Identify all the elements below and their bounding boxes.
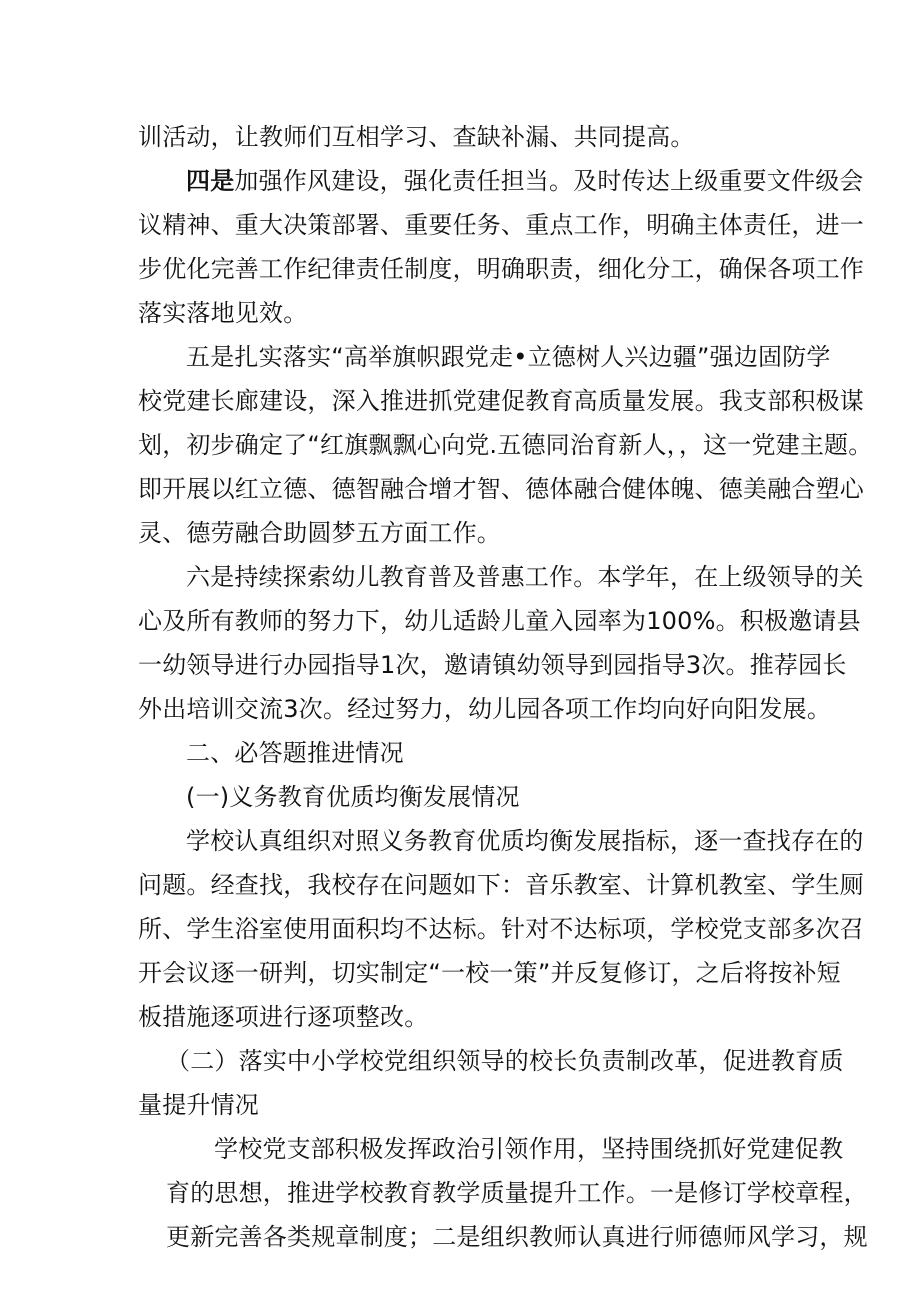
paragraph-line: 一幼领导进行办园指导1次，邀请镇幼领导到园指导3次。推荐园长 (138, 651, 847, 679)
paragraph-line: 即开展以红立德、德智融合增才智、德体融合健体魄、德美融合塑心 (138, 475, 864, 503)
paragraph-line: 步优化完善工作纪律责任制度，明确职责，细化分工，确保各项工作 (138, 255, 864, 283)
subsection-heading: （二）落实中小学校党组织领导的校长负责制改革，促进教育质 (166, 1047, 844, 1075)
paragraph-line: 更新完善各类规章制度；二是组织教师认真进行师德师风学习，规 (166, 1223, 868, 1251)
paragraph-line: 开会议逐一研判，切实制定“一校一策”并反复修订，之后将按补短 (138, 959, 841, 987)
paragraph-line: 外出培训交流3次。经过努力，幼儿园各项工作均向好向阳发展。 (138, 695, 832, 723)
paragraph-line (186, 166, 864, 196)
subsection-heading: 量提升情况 (138, 1091, 259, 1119)
subsection-heading: (一)义务教育优质均衡发展情况 (186, 783, 520, 811)
paragraph-line: 落实落地见效。 (138, 299, 308, 327)
paragraph-line: 学校党支部积极发挥政治引领作用，坚持围绕抓好党建促教 (214, 1135, 844, 1163)
paragraph-line: 学校认真组织对照义务教育优质均衡发展指标，逐一查找存在的 (186, 827, 864, 855)
paragraph-line: 五是扎实落实“高举旗帜跟党走•立德树人兴边疆”强边固防学 (186, 343, 831, 371)
paragraph-line: 问题。经查找，我校存在问题如下：音乐教室、计算机教室、学生厕 (138, 871, 864, 899)
paragraph-line: 校党建长廊建设，深入推进抓党建促教育高质量发展。我支部积极谋 (138, 387, 864, 415)
paragraph-line: 议精神、重大决策部署、重要任务、重点工作，明确主体责任，进一 (138, 211, 864, 239)
paragraph-text: 加强作风建设，强化责任担当。及时传达上级重要文件级会 (234, 167, 864, 195)
paragraph-line: 育的思想，推进学校教育教学质量提升工作。一是修订学校章程， (166, 1179, 868, 1207)
paragraph-line: 六是持续探索幼儿教育普及普惠工作。本学年，在上级领导的关 (186, 563, 864, 591)
paragraph-line: 训活动，让教师们互相学习、查缺补漏、共同提高。 (138, 123, 695, 151)
paragraph-line: 心及所有教师的努力下，幼儿适龄儿童入园率为100%。积极邀请县 (138, 607, 861, 635)
paragraph-line: 板措施逐项进行逐项整改。 (138, 1003, 429, 1031)
paragraph-line: 灵、德劳融合助圆梦五方面工作。 (138, 519, 501, 547)
section-heading: 二、必答题推进情况 (186, 739, 404, 767)
paragraph-line: 划，初步确定了“红旗飘飘心向党.五德同治育新人，，这一党建主题。 (138, 431, 873, 459)
section-lead: 四是 (186, 167, 235, 195)
paragraph-line: 所、学生浴室使用面积均不达标。针对不达标项，学校党支部多次召 (138, 915, 864, 943)
